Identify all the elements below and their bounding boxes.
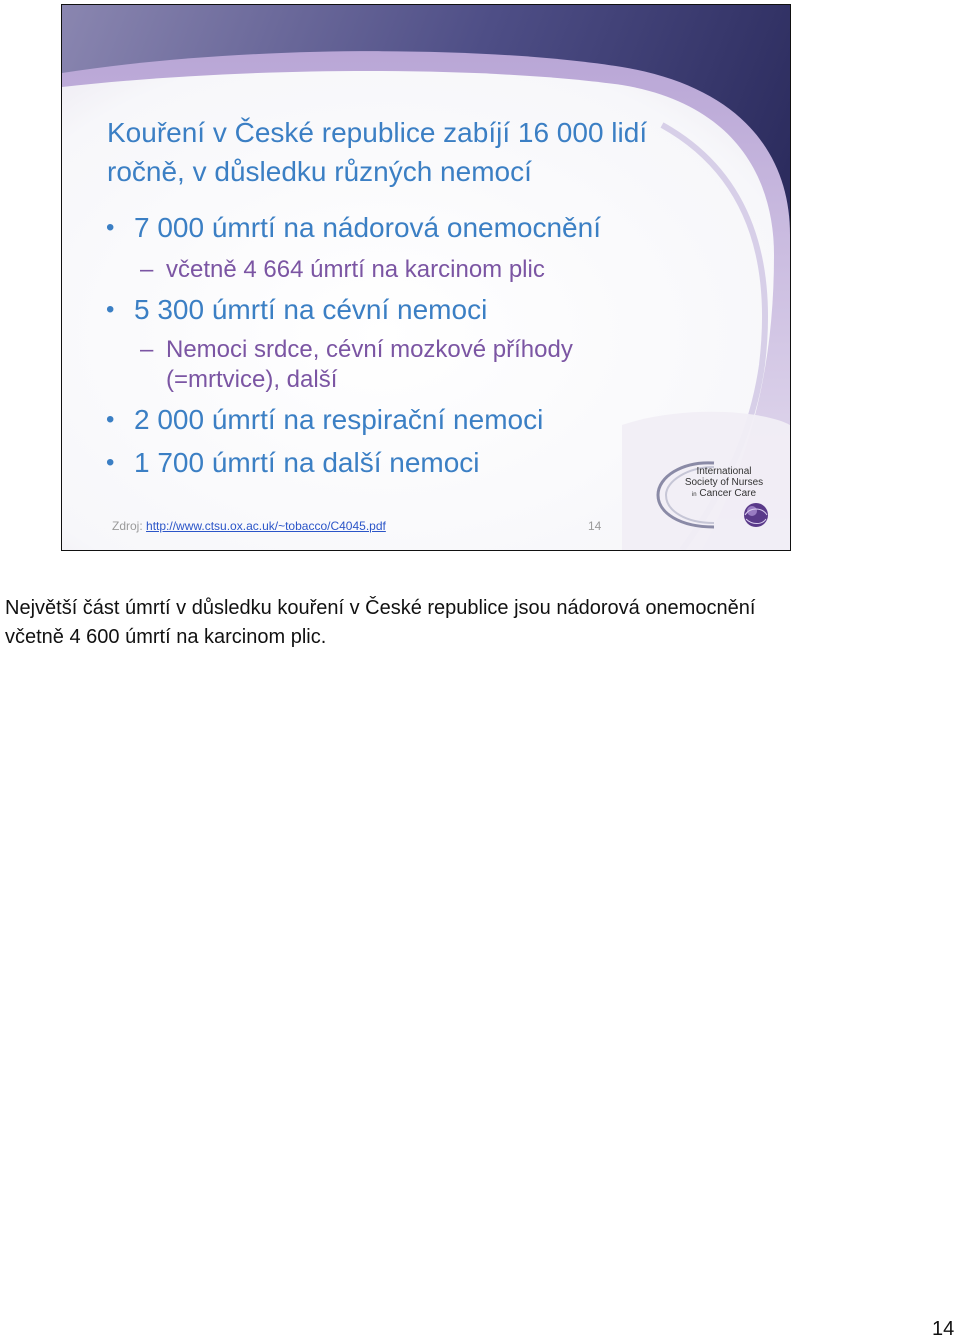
slide-number: 14	[588, 519, 602, 533]
bullet-item: • 1 700 úmrtí na další nemoci	[134, 448, 480, 478]
slide-title-line-2: ročně, v důsledku různých nemocí	[107, 156, 532, 187]
dash-icon: –	[140, 256, 154, 283]
caption-line-1: Největší část úmrtí v důsledku kouření v České republice jsou nádorová onemocnění	[5, 597, 756, 619]
bullet-item: • 5 300 úmrtí na cévní nemoci	[134, 295, 487, 325]
source-label: Zdroj:	[112, 519, 143, 533]
isncc-logo-text: International Society of Nurses in Cancer Care	[684, 466, 764, 499]
globe-icon	[744, 503, 768, 527]
sub-bullet-continuation: (=mrtvice), další	[166, 366, 338, 393]
slide-caption	[5, 594, 950, 652]
bullet-item: • 7 000 úmrtí na nádorová onemocnění	[134, 213, 601, 243]
slide-title-line-1: Kouření v České republice zabíjí 16 000 lidí	[107, 117, 648, 148]
source-citation	[112, 519, 386, 533]
page-number: 14	[932, 1318, 955, 1340]
dash-icon: –	[140, 336, 154, 363]
caption-line-2: včetně 4 600 úmrtí na karcinom plic.	[5, 626, 327, 648]
source-link[interactable]: http://www.ctsu.ox.ac.uk/~tobacco/C4045.pdf	[146, 519, 386, 533]
sub-bullet-item: – Nemoci srdce, cévní mozkové příhody	[140, 336, 573, 363]
bullet-item: • 2 000 úmrtí na respirační nemoci	[134, 405, 543, 435]
slide-content	[62, 5, 790, 550]
sub-bullet-item: – včetně 4 664 úmrtí na karcinom plic	[140, 256, 545, 283]
slide	[61, 4, 791, 551]
